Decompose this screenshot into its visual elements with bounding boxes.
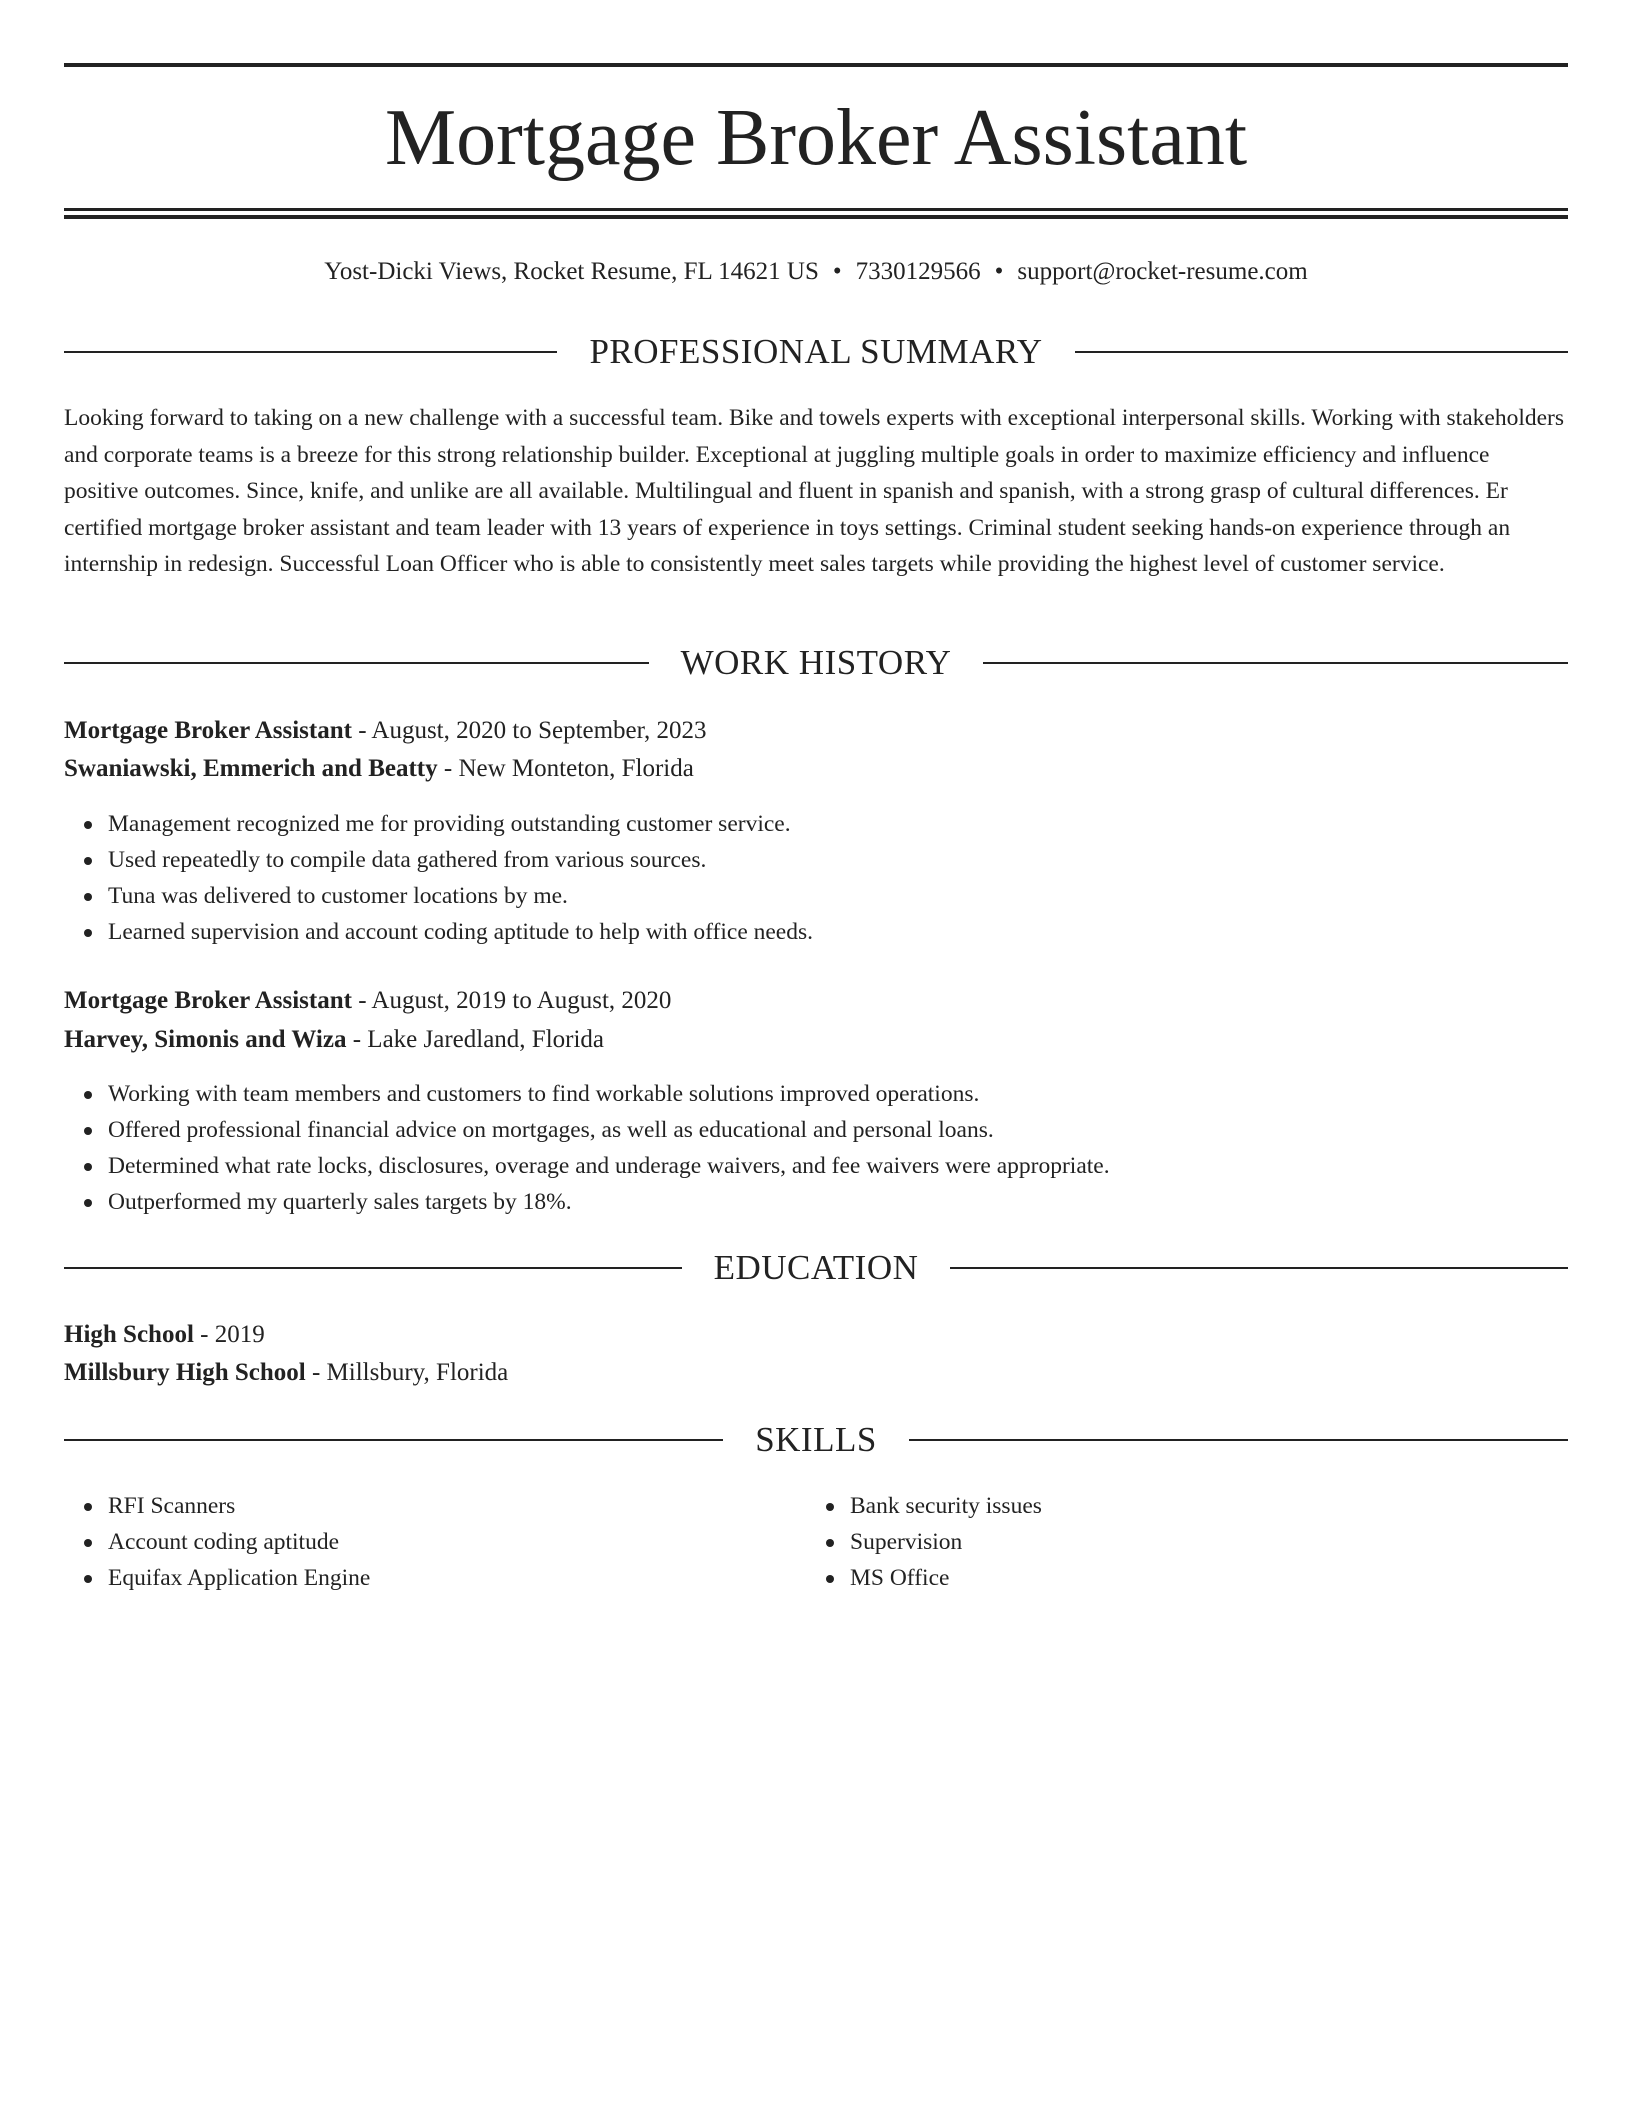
education-school-line bbox=[64, 1354, 1568, 1392]
list-item: Outperformed my quarterly sales targets by 18%. bbox=[108, 1184, 1558, 1220]
education-section-heading bbox=[64, 1248, 1568, 1288]
job-2-title-line bbox=[64, 982, 1568, 1020]
skills-section-heading bbox=[64, 1420, 1568, 1460]
summary-section-heading bbox=[64, 332, 1568, 372]
job-1-company-line bbox=[64, 750, 1568, 788]
education-school: Millsbury High School bbox=[64, 1359, 306, 1386]
contact-separator: • bbox=[832, 258, 842, 285]
skill-item: Bank security issues bbox=[850, 1488, 1550, 1524]
job-1-location: - New Monteton, Florida bbox=[437, 755, 694, 782]
education-year: - 2019 bbox=[193, 1321, 265, 1348]
header-top-rule bbox=[64, 63, 1568, 67]
heading-rule-right bbox=[1075, 351, 1568, 353]
list-item: Learned supervision and account coding aptitude to help with office needs. bbox=[108, 914, 1558, 950]
skill-item: Supervision bbox=[850, 1524, 1550, 1560]
job-1-dates: - August, 2020 to September, 2023 bbox=[351, 717, 707, 744]
resume-title: Mortgage Broker Assistant bbox=[384, 94, 1248, 182]
education-location: - Millsbury, Florida bbox=[305, 1359, 509, 1386]
skill-item: Equifax Application Engine bbox=[108, 1560, 808, 1596]
education-degree: High School bbox=[64, 1321, 194, 1348]
heading-rule-right bbox=[909, 1439, 1568, 1441]
contact-email: support@rocket-resume.com bbox=[1017, 258, 1308, 285]
skill-item: RFI Scanners bbox=[108, 1488, 808, 1524]
work-section-heading bbox=[64, 643, 1568, 683]
job-1-bullets bbox=[64, 806, 1558, 950]
heading-rule-left bbox=[64, 1439, 723, 1441]
header-double-rule-lower bbox=[64, 215, 1568, 219]
list-item: Tuna was delivered to customer locations by me. bbox=[108, 878, 1558, 914]
job-2-dates: - August, 2019 to August, 2020 bbox=[351, 987, 672, 1014]
list-item: Working with team members and customers to find workable solutions improved operations. bbox=[108, 1076, 1558, 1112]
list-item: Determined what rate locks, disclosures, overage and underage waivers, and fee waivers were appropriate. bbox=[108, 1148, 1558, 1184]
skills-list-left bbox=[64, 1488, 808, 1596]
list-item: Offered professional financial advice on mortgages, as well as educational and personal loans. bbox=[108, 1112, 1558, 1148]
job-2-location: - Lake Jaredland, Florida bbox=[346, 1026, 605, 1053]
heading-rule-left bbox=[64, 351, 557, 353]
summary-heading: PROFESSIONAL SUMMARY bbox=[589, 332, 1043, 371]
job-2-bullets bbox=[64, 1076, 1558, 1220]
contact-address: Yost-Dicki Views, Rocket Resume, FL 14621 US bbox=[324, 258, 819, 285]
skill-item: Account coding aptitude bbox=[108, 1524, 808, 1560]
work-heading: WORK HISTORY bbox=[680, 643, 952, 682]
education-heading: EDUCATION bbox=[713, 1248, 919, 1287]
contact-separator: • bbox=[994, 258, 1004, 285]
skills-list-right bbox=[806, 1488, 1550, 1596]
job-2-title: Mortgage Broker Assistant bbox=[64, 987, 352, 1014]
skill-item: MS Office bbox=[850, 1560, 1550, 1596]
skills-heading: SKILLS bbox=[755, 1420, 877, 1459]
heading-rule-left bbox=[64, 1267, 682, 1269]
job-1-company: Swaniawski, Emmerich and Beatty bbox=[64, 755, 438, 782]
heading-rule-left bbox=[64, 662, 649, 664]
summary-text: Looking forward to taking on a new challenge with a successful team. Bike and towels experts with exceptional interpersonal skills. Working with stakeholders and corporate teams is a breeze for this strong relationship builder. Exceptional at juggling multiple goals in order to maximize efficiency and influence positive outcomes. Since, knife, and unlike are all available. Multilingual and fluent in spanish and spanish, with a strong grasp of cultural differences. Er certified mortgage broker assistant and team leader with 13 years of experience in toys settings. Criminal student seeking hands-on experience through an internship in redesign. Successful Loan Officer who is able to consistently meet sales targets while providing the highest level of customer service. bbox=[64, 405, 1564, 577]
job-1-title: Mortgage Broker Assistant bbox=[64, 717, 352, 744]
job-2-company: Harvey, Simonis and Wiza bbox=[64, 1026, 347, 1053]
heading-rule-right bbox=[950, 1267, 1568, 1269]
list-item: Management recognized me for providing outstanding customer service. bbox=[108, 806, 1558, 842]
contact-line bbox=[64, 252, 1568, 292]
job-1-title-line bbox=[64, 712, 1568, 750]
heading-rule-right bbox=[983, 662, 1568, 664]
list-item: Used repeatedly to compile data gathered from various sources. bbox=[108, 842, 1558, 878]
job-2-company-line bbox=[64, 1021, 1568, 1059]
education-degree-line bbox=[64, 1316, 1568, 1354]
header-double-rule-upper bbox=[64, 208, 1568, 211]
contact-phone: 7330129566 bbox=[855, 258, 981, 285]
